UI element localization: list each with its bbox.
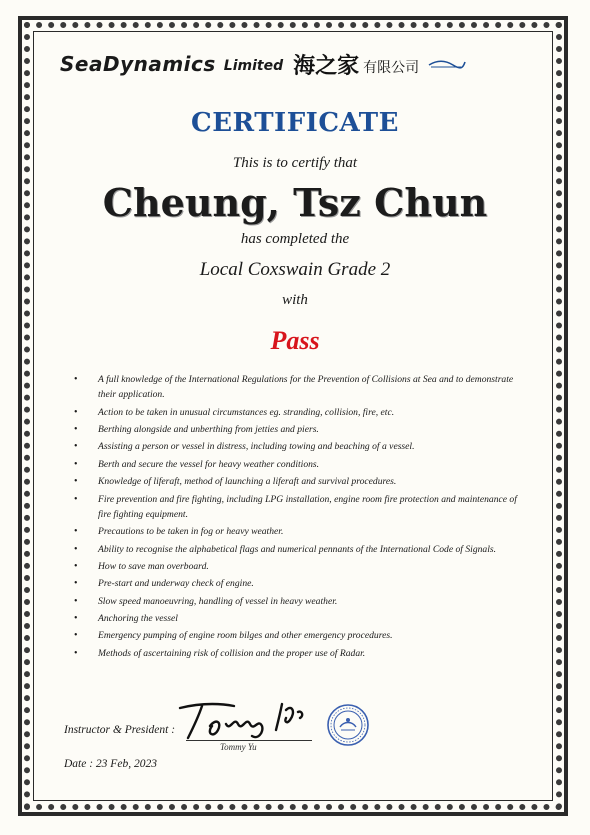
skill-item: • Berth and secure the vessel for heavy weather conditions.: [72, 457, 520, 472]
result-grade: Pass: [270, 326, 320, 355]
recipient-name: Cheung, Tsz Chun: [102, 180, 488, 225]
skill-item: • Anchoring the vessel: [72, 611, 520, 626]
letterhead: [60, 46, 540, 82]
signatory-label: Instructor & President :: [64, 724, 176, 736]
course-name: Local Coxswain Grade 2: [199, 259, 391, 280]
certificate-title: CERTIFICATE: [191, 108, 399, 138]
brand-chinese-suffix: 有限公司: [363, 60, 420, 76]
skill-item: • Action to be taken in unusual circumstances eg. stranding, collision, fire, etc.: [72, 405, 520, 420]
skill-item: • Pre-start and underway check of engine.: [72, 576, 520, 591]
with-line: with: [282, 292, 308, 308]
issue-date: Date : 23 Feb, 2023: [64, 758, 157, 770]
skill-item: • A full knowledge of the International Regulations for the Prevention of Collisions at Sea and to demonstrate their application.: [72, 372, 520, 402]
skill-item: • Slow speed manoeuvring, handling of vessel in heavy weather.: [72, 594, 520, 609]
skill-item: • Precautions to be taken in fog or heavy weather.: [72, 524, 520, 539]
skill-item: • Methods of ascertaining risk of collision and the proper use of Radar.: [72, 646, 520, 661]
signatory-name: Tommy Yu: [220, 742, 257, 752]
skill-item: • Fire prevention and fire fighting, including LPG installation, engine room fire protection and maintenance of fire fighting equipment.: [72, 492, 520, 522]
brand-chinese-name: 海之家: [293, 52, 360, 79]
skill-item: • Berthing alongside and unberthing from jetties and piers.: [72, 422, 520, 437]
signature-line: [186, 740, 312, 741]
wave-logo-icon: [427, 56, 467, 77]
skill-item: • How to save man overboard.: [72, 559, 520, 574]
brand-name: SeaDynamics: [60, 52, 216, 76]
certify-line: This is to certify that: [232, 155, 358, 171]
brand-suffix: Limited: [223, 58, 284, 74]
skill-item: • Ability to recognise the alphabetical flags and numerical pennants of the International Code of Signals.: [72, 542, 520, 557]
skill-item: • Assisting a person or vessel in distress, including towing and beaching of a vessel.: [72, 439, 520, 454]
skills-list: [72, 372, 520, 663]
skill-item: • Knowledge of liferaft, method of launching a liferaft and survival procedures.: [72, 474, 520, 489]
skill-item: • Emergency pumping of engine room bilges and other emergency procedures.: [72, 628, 520, 643]
company-seal-icon: [326, 703, 370, 752]
completed-line: has completed the: [240, 231, 350, 247]
